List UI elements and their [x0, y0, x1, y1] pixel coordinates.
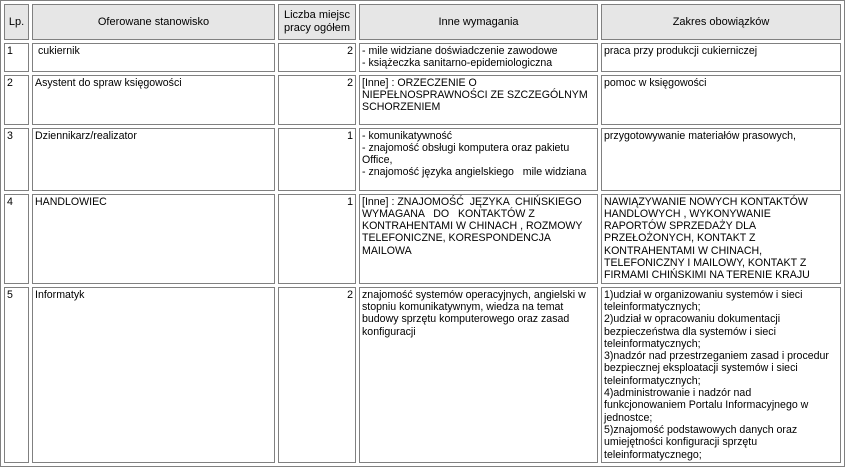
duty-line: RAPORTÓW SPRZEDAŻY DLA	[604, 220, 757, 233]
table-row	[4, 194, 841, 284]
requirement-line: WYMAGANA DO KONTAKTÓW Z	[362, 207, 535, 220]
cell-requirements	[359, 128, 598, 191]
requirement-line: [Inne] : ORZECZENIE O	[362, 76, 477, 89]
duty-line: FIRMAMI CHIŃSKIMI NA TERENIE KRAJU	[604, 269, 810, 282]
table-header-row	[4, 4, 841, 40]
cell-position: Asystent do spraw księgowości	[32, 75, 275, 125]
duty-line: jednostce;	[604, 411, 653, 424]
duty-line: bezpieczeństwa dla systemów i sieci	[604, 325, 776, 338]
cell-duties: pomoc w księgowości	[601, 75, 841, 125]
cell-duties: praca przy produkcji cukierniczej	[601, 43, 841, 72]
duty-line: 1)udział w organizowaniu systemów i sieci	[604, 288, 803, 301]
cell-requirements	[359, 43, 598, 72]
header-count	[278, 4, 356, 40]
duty-line: KONTRAHENTAMI W CHINACH,	[604, 244, 763, 257]
cell-lp: 3	[4, 128, 29, 191]
requirement-line: KONTRAHENTAMI W CHINACH , ROZMOWY	[362, 220, 583, 233]
requirement-line: - mile widziane doświadczenie zawodowe	[362, 45, 558, 57]
duty-line: 4)administrowanie i nadzór nad	[604, 387, 752, 400]
requirement-line: budowy sprzętu komputerowego oraz zasad	[362, 313, 570, 326]
duty-line: 5)znajomość podstawowych danych oraz	[604, 423, 798, 436]
cell-count: 1	[278, 194, 356, 284]
cell-position: Dziennikarz/realizator	[32, 128, 275, 191]
requirement-line: znajomość systemów operacyjnych, angielski w	[362, 288, 586, 301]
duty-line: TELEFONICZNY I MAILOWY, KONTAKT Z	[604, 257, 807, 270]
duty-line: bezpiecznej eksploatacji systemów i sieci	[604, 362, 798, 375]
header-lp: Lp.	[4, 4, 29, 40]
requirement-line: konfiguracji	[362, 325, 416, 338]
requirement-line: - książeczka sanitarno-epidemiologiczna	[362, 57, 553, 70]
cell-count: 2	[278, 287, 356, 463]
table-row	[4, 128, 841, 191]
duty-line: umiejętności konfiguracji sprzętu	[604, 436, 758, 449]
cell-lp: 2	[4, 75, 29, 125]
duty-line: PRZEŁOŻONYCH, KONTAKT Z	[604, 232, 756, 245]
requirement-line: Office,	[362, 154, 393, 167]
requirement-line: TELEFONICZNE, KORESPONDENCJA	[362, 232, 551, 245]
cell-requirements	[359, 75, 598, 125]
duty-line: funkcjonowaniem Portalu Informacyjnego w	[604, 399, 809, 412]
duty-line: teleinformatycznego;	[604, 448, 702, 461]
duty-line: teleinformatycznych;	[604, 374, 701, 387]
duty-line: 3)nadzór nad przestrzeganiem zasad i procedur	[604, 350, 829, 363]
duty-line: teleinformatycznych;	[604, 337, 701, 350]
duty-line: NAWIĄZYWANIE NOWYCH KONTAKTÓW	[604, 195, 808, 208]
duty-line: HANDLOWYCH , WYKONYWANIE	[604, 207, 771, 220]
cell-position: HANDLOWIEC	[32, 194, 275, 284]
cell-duties: przygotowywanie materiałów prasowych,	[601, 128, 841, 191]
header-requirements: Inne wymagania	[359, 4, 598, 40]
duty-line: teleinformatycznych;	[604, 300, 701, 313]
duty-line: 2)udział w opracowaniu dokumentacji	[604, 313, 781, 326]
requirement-line: stopniu komunikatywnym, wiedza na temat	[362, 300, 564, 313]
requirement-line: [Inne] : ZNAJOMOŚĆ JĘZYKA CHIŃSKIEGO	[362, 195, 582, 208]
table-row	[4, 287, 841, 463]
header-position: Oferowane stanowisko	[32, 4, 275, 40]
cell-position: Informatyk	[32, 287, 275, 463]
requirement-line: SCHORZENIEM	[362, 101, 441, 114]
requirement-line: NIEPEŁNOSPRAWNOŚCI ZE SZCZEGÓLNYM	[362, 88, 588, 101]
header-count-line2: pracy ogółem	[283, 22, 351, 34]
cell-count: 2	[278, 43, 356, 72]
requirement-line: - znajomość obsługi komputera oraz pakietu	[362, 141, 570, 154]
table-row	[4, 43, 841, 72]
table-row	[4, 75, 841, 125]
cell-lp: 5	[4, 287, 29, 463]
requirement-line: - znajomość języka angielskiego mile widziana	[362, 166, 587, 179]
header-duties: Zakres obowiązków	[601, 4, 841, 40]
cell-lp: 1	[4, 43, 29, 72]
requirement-line: MAILOWA	[362, 244, 412, 257]
cell-duties	[601, 287, 841, 463]
cell-lp: 4	[4, 194, 29, 284]
cell-count: 1	[278, 128, 356, 191]
cell-count: 2	[278, 75, 356, 125]
header-count-line1: Liczba miejsc	[283, 9, 351, 21]
requirement-line: - komunikatywność	[362, 129, 453, 142]
cell-requirements	[359, 194, 598, 284]
cell-position: cukiernik	[32, 43, 275, 72]
cell-requirements	[359, 287, 598, 463]
cell-duties	[601, 194, 841, 284]
